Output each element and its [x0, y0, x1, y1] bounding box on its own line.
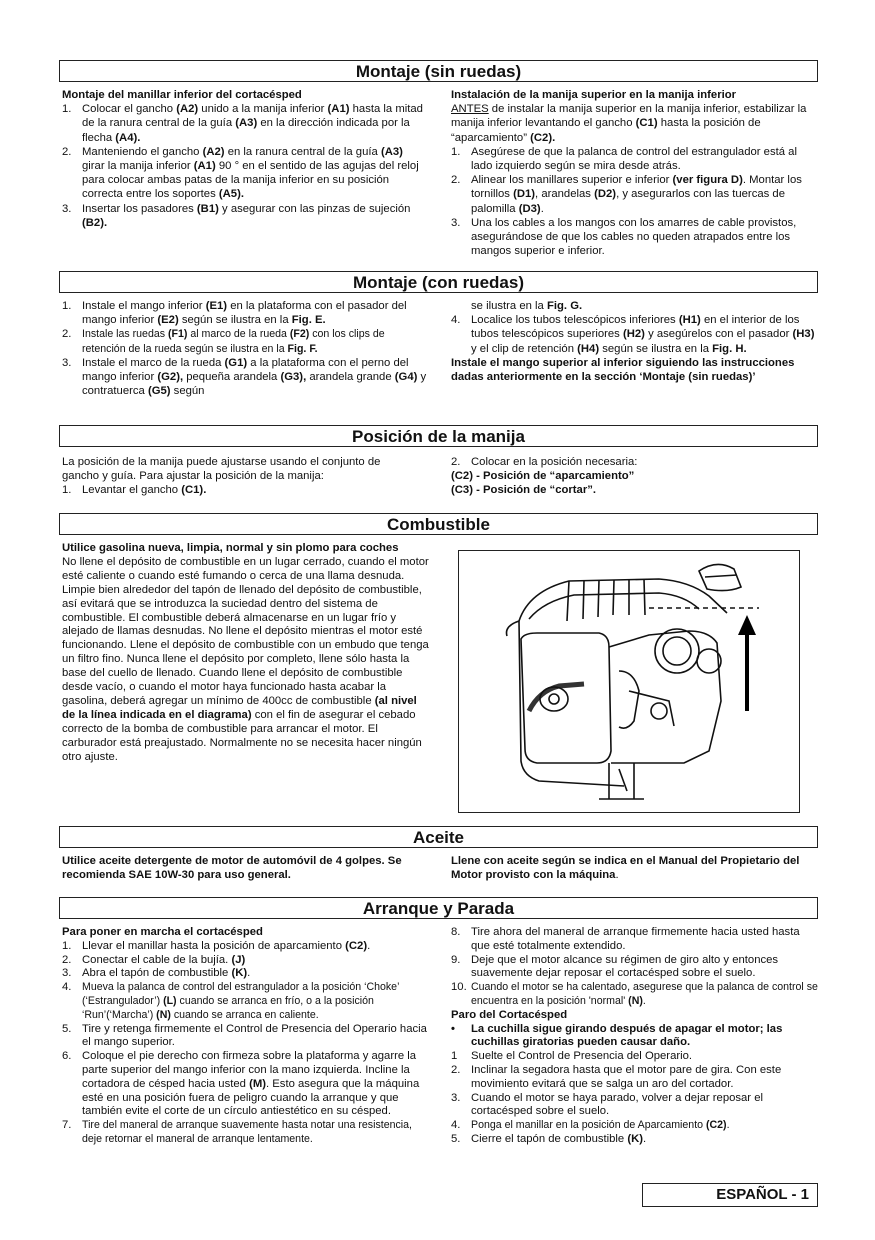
section-title-aceite: Aceite — [59, 826, 818, 848]
section-title-montaje-sin: Montaje (sin ruedas) — [59, 60, 818, 82]
aceite-right — [451, 854, 818, 882]
list-item: 4. Ponga el manillar en la posición de Aparcamiento (C2). — [451, 1119, 730, 1132]
heading: Para poner en marcha el cortacésped — [62, 926, 263, 938]
combustible-text — [62, 542, 432, 765]
list-item: 1 Suelte el Control de Presencia del Operario. — [451, 1050, 693, 1063]
list-item: 2. Alinear los manillares superior e inferior (ver figura D). Montar los tornillos (D1), arandelas (D2), y asegurarlos con las tuercas de palomilla (D3). — [451, 174, 802, 215]
list-item: 4. Localice los tubos telescópicos inferiores (H1) en el interior de los tubos telescópicos superiores (H2) y asegúrelos con el pasador (H3) y el clip de retención (H4) según se ilustra en la Fig. H. — [451, 314, 815, 355]
list-item: 3. Insertar los pasadores (B1) y asegurar con las pinzas de sujeción (B2). — [62, 202, 411, 229]
continuation: se ilustra en la Fig. G. — [471, 300, 583, 312]
section-title-montaje-con: Montaje (con ruedas) — [59, 271, 818, 293]
list-item: 1. Instale el mango inferior (E1) en la plataforma con el pasador del mango inferior (E2) según se ilustra en la Fig. E. — [62, 300, 407, 327]
list-item: 3. Cuando el motor se haya parado, volver a dejar reposar el cortacésped sobre el suelo. — [451, 1091, 764, 1118]
engine-illustration — [459, 551, 799, 812]
list-item: 7. Tire del maneral de arranque suavemente hasta notar una resistencia, deje retornar el maneral de arranque lentamente. — [62, 1119, 412, 1145]
list — [451, 313, 818, 356]
list-item: 6. Coloque el pie derecho con firmeza sobre la plataforma y agarre la parte superior del mango inferior con la mano izquierda. Incline la cortadora de césped hacia usted (M). Esto asegura que la máquina esté en una posición fuera de peligro cuando la arranque y que también evite el corte de un círculo antiestético en su césped. — [62, 1050, 420, 1118]
list — [451, 145, 818, 259]
section-title-posicion: Posición de la manija — [59, 425, 818, 447]
list-item: 4. Mueva la palanca de control del estrangulador a la posición ‘Choke’ (‘Estrangulador’) (L) cuando se arranca en frío, o a la posición ‘Run’(‘Marcha’) (N) cuando se arranca en caliente. — [62, 981, 400, 1021]
oil-type: Utilice aceite detergente de motor de automóvil de 4 golpes. Se recomienda SAE 10W-30 para uso general. — [62, 855, 402, 882]
list — [451, 926, 818, 1009]
list-item: 2. Inclinar la segadora hasta que el motor pare de gira. Con este movimiento evitará que se salga un aro del cortador. — [451, 1063, 782, 1090]
page-footer: ESPAÑOL - 1 — [642, 1183, 818, 1207]
intro: ANTES de instalar la manija superior en la manija inferior, estabilizar la manija inferior levantando el gancho (C1) hasta la posición de “aparcamiento” (C2). — [451, 103, 807, 144]
montaje-sin-right — [451, 88, 818, 258]
c2-line: (C2) - Posición de “aparcamiento” — [451, 470, 635, 483]
list-item: 1. Colocar el gancho (A2) unido a la manija inferior (A1) hasta la mitad de la ranura central de la guía (A3) en la dirección indicada por la flecha (A4). — [62, 103, 423, 144]
list-item: 8. Tire ahora del maneral de arranque firmemente hacia usted hasta que esté totalmente extendido. — [451, 926, 800, 952]
list-item: 2. Manteniendo el gancho (A2) en la ranura central de la guía (A3) girar la manija inferior (A1) 90 ° en el sentido de las agujas del reloj para colocar ambas patas de la manija inferior en su posición correcta entre los soportes (A5). — [62, 145, 419, 201]
list — [451, 1050, 818, 1147]
list-item: 10. Cuando el motor se ha calentado, asegurese que la palanca de control se encuentra en la posición 'normal' (N). — [451, 981, 818, 1007]
list-item: 3. Abra el tapón de combustible (K). — [62, 967, 251, 980]
heading: Montaje del manillar inferior del cortacésped — [62, 89, 302, 101]
aceite-left — [62, 854, 422, 882]
list-item: 2. Colocar en la posición necesaria: — [451, 456, 638, 468]
list-item: 5. Cierre el tapón de combustible (K). — [451, 1132, 647, 1145]
stop-heading: Paro del Cortacésped — [451, 1008, 568, 1021]
list-item: 1. Asegúrese de que la palanca de control del estrangulador está al lado izquierdo según se mira desde atrás. — [451, 145, 797, 173]
warning-item: • La cuchilla sigue girando después de apagar el motor; las cuchillas giratorias pueden causar daño. — [451, 1022, 783, 1049]
intro: La posición de la manija puede ajustarse usando el conjunto de gancho y guía. Para ajustar la posición de la manija: — [62, 456, 381, 483]
c3-line: (C3) - Posición de “cortar”. — [451, 484, 597, 497]
arranque-right — [451, 926, 818, 1147]
list-item: 1. Llevar el manillar hasta la posición de aparcamiento (C2). — [62, 939, 371, 952]
list-item: 9. Deje que el motor alcance su régimen de giro alto y entonces suavemente dejar reposar el cortacésped sobre el suelo. — [451, 953, 779, 980]
list — [62, 299, 427, 398]
list — [62, 940, 432, 1147]
heading: Utilice gasolina nueva, limpia, normal y sin plomo para coches — [62, 542, 399, 554]
section-title-combustible: Combustible — [59, 513, 818, 535]
list-item: 3. Una los cables a los mangos con los amarres de cable provistos, asegurándose de que los cables no queden atrapados entre los mangos superior e inferior. — [451, 216, 797, 258]
list-item: 3. Instale el marco de la rueda (G1) a la plataforma con el perno del mango inferior (G2), pequeña arandela (G3), arandela grande (G4) y contratuerca (G5) según — [62, 356, 427, 398]
arranque-left — [62, 926, 432, 1147]
oil-fill: Llene con aceite según se indica en el Manual del Propietario del Motor provisto con la máquina. — [451, 855, 800, 882]
heading: Instalación de la manija superior en la manija inferior — [451, 89, 737, 101]
list-item: 1. Levantar el gancho (C1). — [62, 484, 207, 497]
list-item: 2. Instale las ruedas (F1) al marco de la rueda (F2) con los clips de retención de la rueda según se ilustra en la Fig. F. — [62, 328, 385, 355]
posicion-left — [62, 455, 417, 498]
list-item: 2. Conectar el cable de la bujía. (J) — [62, 953, 246, 966]
section-title-arranque: Arranque y Parada — [59, 897, 818, 919]
list — [62, 102, 424, 230]
montaje-con-left — [62, 299, 427, 398]
body: No llene el depósito de combustible en un lugar cerrado, cuando el motor esté caliente o cuando esté fumando o cerca de una llama desnuda. Limpie bien alrededor del tapón de llenado del depósito de combustible, así evitará que se introduzca la suciedad dentro del sistema de combustible. El combustible deberá almacenarse en un lugar frío y alejado de llamas desnudas. No llene el depósito mientras el motor esté funcionando. Llene el depósito de combustible con un embudo que tenga un filtro fino. Nunca llene el depósito por completo, llene sólo hasta la base del cuello de llenado. Cuando llene el depósito de combustible desde vacío, o cuando el motor haya funcionado hasta acabar la gasolina, deberá agregar un mínimo de 400cc de combustible (al nivel de la línea indicada en el diagrama) con el fin de asegurar el cebado correcto de la bomba de combustible para arrancar el motor. El carburador está preajustado. Normalmente no se necesita hacer ningún otro ajuste. — [62, 555, 429, 763]
posicion-right — [451, 455, 818, 498]
bold-note: Instale el mango superior al inferior siguiendo las instrucciones dadas anteriormente en la sección ‘Montaje (sin ruedas)’ — [451, 356, 795, 384]
list-item: 5. Tire y retenga firmemente el Control de Presencia del Operario hacia el mango superior. — [62, 1022, 427, 1049]
engine-fuel-diagram — [458, 550, 800, 813]
montaje-sin-left — [62, 88, 424, 230]
montaje-con-right — [451, 299, 818, 384]
